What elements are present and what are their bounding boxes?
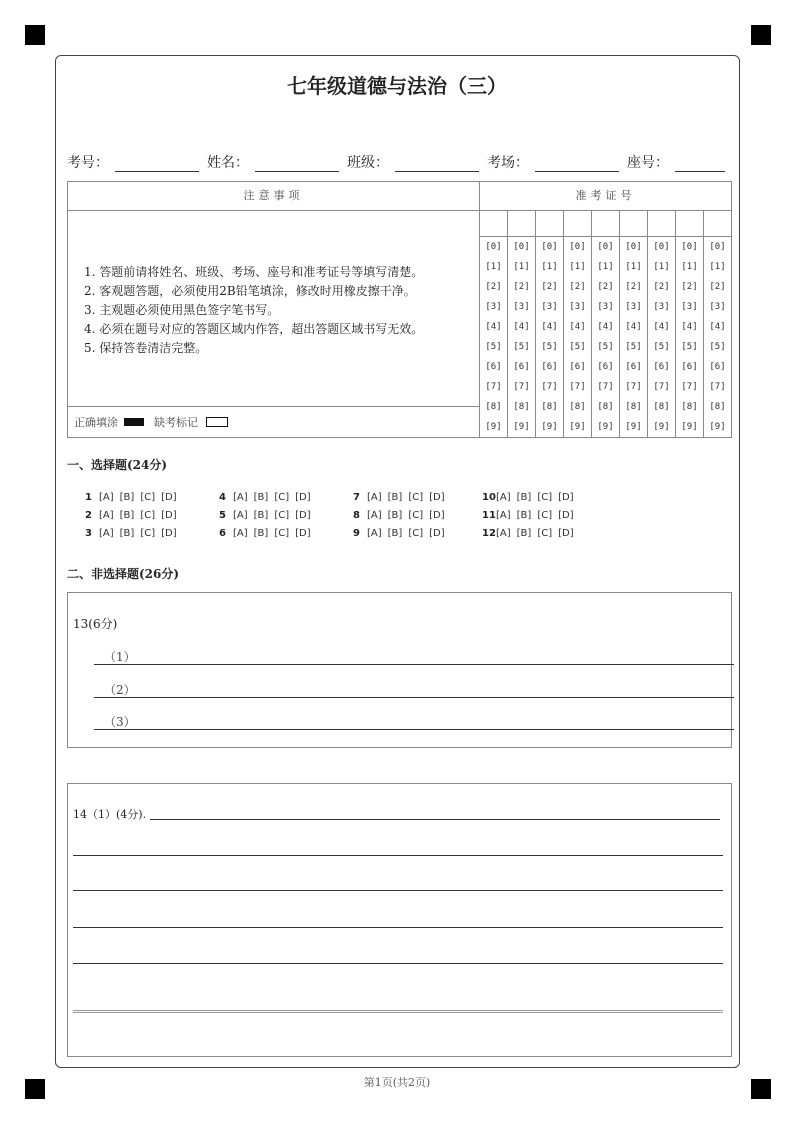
- choice-bubble[interactable]: [C]: [537, 492, 553, 503]
- choice-bubble[interactable]: [B]: [253, 528, 269, 539]
- q13-part[interactable]: （1）: [94, 648, 734, 665]
- choice-bubble[interactable]: [A]: [496, 528, 511, 539]
- choice-question: [219, 528, 317, 539]
- answer-line[interactable]: [73, 890, 723, 891]
- id-digit-bubble[interactable]: [4]: [653, 322, 670, 332]
- id-digit-bubble[interactable]: [1]: [569, 262, 586, 272]
- page-footer: 第1页(共2页): [363, 1076, 431, 1089]
- id-digit-bubble[interactable]: [9]: [513, 422, 530, 432]
- id-digit-bubble[interactable]: [2]: [569, 282, 586, 292]
- id-digit-bubble[interactable]: [4]: [709, 322, 726, 332]
- choice-question: [353, 528, 451, 539]
- id-digit-bubble[interactable]: [5]: [541, 342, 558, 352]
- notice-heading: 注意事项: [67, 181, 480, 211]
- id-digit-bubble[interactable]: [8]: [625, 402, 642, 412]
- id-digit-bubble[interactable]: [7]: [485, 382, 502, 392]
- choice-bubble[interactable]: [A]: [233, 492, 248, 503]
- question-number: 8: [353, 510, 360, 521]
- question-number: 10: [482, 492, 496, 503]
- choice-bubble[interactable]: [A]: [99, 528, 114, 539]
- id-digit-bubble[interactable]: [9]: [597, 422, 614, 432]
- exam-id-grid: [479, 210, 732, 438]
- notice-item: 2. 客观题答题，必须使用2B铅笔填涂，修改时用橡皮擦干净。: [84, 284, 416, 298]
- id-digit-bubble[interactable]: [2]: [709, 282, 726, 292]
- question-number: 3: [85, 528, 92, 539]
- question-number: 2: [85, 510, 92, 521]
- id-digit-bubble[interactable]: [8]: [597, 402, 614, 412]
- id-digit-bubble[interactable]: [5]: [625, 342, 642, 352]
- question-number: 11: [482, 510, 496, 521]
- choice-bubble[interactable]: [C]: [408, 510, 424, 521]
- choice-bubble[interactable]: [A]: [99, 510, 114, 521]
- id-digit-bubble[interactable]: [2]: [485, 282, 502, 292]
- answer-line[interactable]: [73, 855, 723, 856]
- answer-box-14[interactable]: [67, 783, 732, 1057]
- question-number: 6: [219, 528, 226, 539]
- notice-box: [67, 210, 480, 407]
- choice-question: [482, 528, 580, 539]
- id-column: [508, 211, 536, 437]
- id-digit-bubble[interactable]: [8]: [653, 402, 670, 412]
- choice-bubble[interactable]: [C]: [140, 528, 156, 539]
- question-number: 9: [353, 528, 360, 539]
- q13-part[interactable]: （2）: [94, 681, 734, 698]
- choice-bubble[interactable]: [A]: [496, 492, 511, 503]
- choice-bubble[interactable]: [D]: [429, 528, 445, 539]
- id-digit-bubble[interactable]: [7]: [681, 382, 698, 392]
- id-digit-bubble[interactable]: [8]: [485, 402, 502, 412]
- id-digit-bubble[interactable]: [2]: [597, 282, 614, 292]
- id-digit-bubble[interactable]: [6]: [681, 362, 698, 372]
- id-digit-bubble[interactable]: [6]: [709, 362, 726, 372]
- choice-bubble[interactable]: [B]: [516, 510, 532, 521]
- choice-bubble[interactable]: [C]: [537, 528, 553, 539]
- choice-question: [85, 528, 183, 539]
- id-digit-bubble[interactable]: [9]: [709, 422, 726, 432]
- id-digit-bubble[interactable]: [8]: [513, 402, 530, 412]
- id-digit-bubble[interactable]: [1]: [513, 262, 530, 272]
- id-digit-bubble[interactable]: [5]: [653, 342, 670, 352]
- id-digit-bubble[interactable]: [4]: [569, 322, 586, 332]
- id-digit-bubble[interactable]: [6]: [653, 362, 670, 372]
- id-digit-bubble[interactable]: [6]: [597, 362, 614, 372]
- id-digit-bubble[interactable]: [0]: [625, 242, 642, 252]
- id-digit-bubble[interactable]: [3]: [569, 302, 586, 312]
- id-digit-bubble[interactable]: [8]: [541, 402, 558, 412]
- id-column: [592, 211, 620, 437]
- choice-bubble[interactable]: [D]: [161, 528, 177, 539]
- id-digit-bubble[interactable]: [7]: [597, 382, 614, 392]
- id-digit-bubble[interactable]: [5]: [709, 342, 726, 352]
- q13-label: 13(6分): [73, 617, 118, 631]
- id-digit-bubble[interactable]: [5]: [597, 342, 614, 352]
- id-digit-bubble[interactable]: [6]: [625, 362, 642, 372]
- choice-bubble[interactable]: [C]: [537, 510, 553, 521]
- id-digit-bubble[interactable]: [8]: [681, 402, 698, 412]
- choice-bubble[interactable]: [B]: [387, 510, 403, 521]
- id-digit-bubble[interactable]: [3]: [597, 302, 614, 312]
- id-digit-bubble[interactable]: [0]: [485, 242, 502, 252]
- id-digit-bubble[interactable]: [0]: [513, 242, 530, 252]
- seat-label: 座号：: [627, 155, 669, 171]
- choice-bubble[interactable]: [B]: [119, 492, 135, 503]
- id-column: [648, 211, 676, 437]
- choice-bubble[interactable]: [D]: [295, 528, 311, 539]
- notice-item: 1. 答题前请将姓名、班级、考场、座号和准考证号等填写清楚。: [84, 265, 424, 279]
- answer-box-13[interactable]: [67, 592, 732, 748]
- exam-id-heading: 准考证号: [479, 181, 732, 211]
- answer-line-double: [73, 1010, 723, 1013]
- exam-number-field[interactable]: [115, 157, 199, 172]
- id-digit-bubble[interactable]: [4]: [541, 322, 558, 332]
- id-write-cell[interactable]: [620, 211, 647, 237]
- class-field[interactable]: [395, 157, 479, 172]
- choice-bubble[interactable]: [B]: [119, 510, 135, 521]
- id-digit-bubble[interactable]: [7]: [653, 382, 670, 392]
- choice-bubble[interactable]: [C]: [140, 492, 156, 503]
- id-digit-bubble[interactable]: [6]: [485, 362, 502, 372]
- id-digit-bubble[interactable]: [0]: [709, 242, 726, 252]
- id-write-cell[interactable]: [564, 211, 591, 237]
- id-write-cell[interactable]: [480, 211, 507, 237]
- notice-item: 4. 必须在题号对应的答题区域内作答，超出答题区域书写无效。: [84, 322, 424, 336]
- notice-item: 5. 保持答卷清洁完整。: [84, 341, 208, 355]
- question-number: 7: [353, 492, 360, 503]
- choice-question: [85, 492, 183, 503]
- choice-bubble[interactable]: [D]: [161, 492, 177, 503]
- section2-title: 二、非选择题(26分): [67, 567, 180, 581]
- choice-bubble[interactable]: [A]: [99, 492, 114, 503]
- choice-bubble[interactable]: [D]: [429, 492, 445, 503]
- id-digit-bubble[interactable]: [2]: [681, 282, 698, 292]
- exam-room-field[interactable]: [535, 157, 619, 172]
- id-digit-bubble[interactable]: [5]: [569, 342, 586, 352]
- id-digit-bubble[interactable]: [4]: [597, 322, 614, 332]
- id-digit-bubble[interactable]: [0]: [541, 242, 558, 252]
- choice-bubble[interactable]: [B]: [516, 528, 532, 539]
- id-digit-bubble[interactable]: [1]: [653, 262, 670, 272]
- choice-bubble[interactable]: [C]: [274, 492, 290, 503]
- id-digit-bubble[interactable]: [3]: [709, 302, 726, 312]
- id-column: [564, 211, 592, 437]
- id-digit-bubble[interactable]: [3]: [625, 302, 642, 312]
- student-info-row: [67, 152, 733, 172]
- id-digit-bubble[interactable]: [3]: [513, 302, 530, 312]
- id-digit-bubble[interactable]: [9]: [569, 422, 586, 432]
- id-digit-bubble[interactable]: [2]: [625, 282, 642, 292]
- choice-bubble[interactable]: [D]: [558, 528, 574, 539]
- id-column: [704, 211, 731, 437]
- id-digit-bubble[interactable]: [3]: [681, 302, 698, 312]
- id-digit-bubble[interactable]: [4]: [681, 322, 698, 332]
- question-number: 12: [482, 528, 496, 539]
- choice-bubble[interactable]: [B]: [516, 492, 532, 503]
- id-digit-bubble[interactable]: [7]: [541, 382, 558, 392]
- id-digit-bubble[interactable]: [1]: [541, 262, 558, 272]
- id-digit-bubble[interactable]: [2]: [513, 282, 530, 292]
- corner-mark-tl: [25, 25, 45, 45]
- id-column: [536, 211, 564, 437]
- choice-bubble[interactable]: [B]: [253, 492, 269, 503]
- choice-bubble[interactable]: [B]: [387, 492, 403, 503]
- id-digit-bubble[interactable]: [6]: [513, 362, 530, 372]
- choice-bubble[interactable]: [A]: [367, 510, 382, 521]
- choice-question: [85, 510, 183, 521]
- choice-question: [219, 510, 317, 521]
- class-label: 班级：: [347, 155, 389, 171]
- id-write-cell[interactable]: [648, 211, 675, 237]
- question-number: 4: [219, 492, 226, 503]
- id-digit-bubble[interactable]: [1]: [709, 262, 726, 272]
- id-digit-bubble[interactable]: [7]: [625, 382, 642, 392]
- absent-mark-label: 缺考标记: [154, 416, 198, 429]
- choice-bubble[interactable]: [D]: [429, 510, 445, 521]
- id-column: [480, 211, 508, 437]
- answer-line[interactable]: [150, 819, 720, 820]
- choice-bubble[interactable]: [D]: [295, 510, 311, 521]
- choice-bubble[interactable]: [D]: [558, 492, 574, 503]
- absent-mark-box[interactable]: [206, 417, 228, 427]
- name-label: 姓名：: [207, 155, 249, 171]
- choice-bubble[interactable]: [C]: [274, 528, 290, 539]
- id-digit-bubble[interactable]: [1]: [681, 262, 698, 272]
- choice-bubble[interactable]: [A]: [233, 510, 248, 521]
- choice-bubble[interactable]: [A]: [233, 528, 248, 539]
- choice-bubble[interactable]: [B]: [387, 528, 403, 539]
- notice-item: 3. 主观题必须使用黑色签字笔书写。: [84, 303, 280, 317]
- id-digit-bubble[interactable]: [6]: [541, 362, 558, 372]
- id-digit-bubble[interactable]: [8]: [709, 402, 726, 412]
- choice-question: [353, 510, 451, 521]
- notice-list: [84, 263, 423, 358]
- correct-fill-label: 正确填涂: [74, 416, 118, 429]
- choice-question: [482, 492, 580, 503]
- choice-question: [482, 510, 580, 521]
- choice-bubble[interactable]: [D]: [295, 492, 311, 503]
- choice-bubble[interactable]: [C]: [408, 528, 424, 539]
- choice-bubble[interactable]: [C]: [274, 510, 290, 521]
- id-digit-bubble[interactable]: [2]: [541, 282, 558, 292]
- question-number: 5: [219, 510, 226, 521]
- id-digit-bubble[interactable]: [4]: [625, 322, 642, 332]
- id-digit-bubble[interactable]: [7]: [569, 382, 586, 392]
- corner-mark-tr: [751, 25, 771, 45]
- id-digit-bubble[interactable]: [1]: [597, 262, 614, 272]
- id-digit-bubble[interactable]: [7]: [513, 382, 530, 392]
- q14-label: 14（1）(4分).: [73, 808, 147, 821]
- id-write-cell[interactable]: [592, 211, 619, 237]
- id-digit-bubble[interactable]: [5]: [513, 342, 530, 352]
- choice-bubble[interactable]: [C]: [408, 492, 424, 503]
- mark-legend: [67, 406, 480, 438]
- question-number: 1: [85, 492, 92, 503]
- id-digit-bubble[interactable]: [4]: [485, 322, 502, 332]
- id-digit-bubble[interactable]: [4]: [513, 322, 530, 332]
- correct-fill-sample: [124, 418, 144, 426]
- page-title: 七年级道德与法治（三）: [287, 74, 507, 98]
- id-digit-bubble[interactable]: [9]: [541, 422, 558, 432]
- exam-room-label: 考场：: [487, 155, 529, 171]
- choice-bubble[interactable]: [C]: [140, 510, 156, 521]
- id-digit-bubble[interactable]: [0]: [653, 242, 670, 252]
- answer-line[interactable]: [73, 963, 723, 964]
- id-column: [676, 211, 704, 437]
- choice-bubble[interactable]: [A]: [367, 492, 382, 503]
- name-field[interactable]: [255, 157, 339, 172]
- exam-number-label: 考号：: [67, 155, 109, 171]
- id-column: [620, 211, 648, 437]
- id-digit-bubble[interactable]: [7]: [709, 382, 726, 392]
- id-digit-bubble[interactable]: [8]: [569, 402, 586, 412]
- id-digit-bubble[interactable]: [3]: [541, 302, 558, 312]
- choice-question: [219, 492, 317, 503]
- q13-part[interactable]: （3）: [94, 713, 734, 730]
- id-digit-bubble[interactable]: [3]: [485, 302, 502, 312]
- id-digit-bubble[interactable]: [0]: [597, 242, 614, 252]
- id-digit-bubble[interactable]: [9]: [653, 422, 670, 432]
- id-digit-bubble[interactable]: [9]: [625, 422, 642, 432]
- choice-bubble[interactable]: [B]: [253, 510, 269, 521]
- id-digit-bubble[interactable]: [1]: [625, 262, 642, 272]
- choice-bubble[interactable]: [D]: [161, 510, 177, 521]
- choice-bubble[interactable]: [D]: [558, 510, 574, 521]
- id-digit-bubble[interactable]: [9]: [485, 422, 502, 432]
- id-write-cell[interactable]: [676, 211, 703, 237]
- id-digit-bubble[interactable]: [0]: [681, 242, 698, 252]
- answer-line[interactable]: [73, 927, 723, 928]
- id-digit-bubble[interactable]: [1]: [485, 262, 502, 272]
- id-write-cell[interactable]: [508, 211, 535, 237]
- choice-bubble[interactable]: [B]: [119, 528, 135, 539]
- id-digit-bubble[interactable]: [2]: [653, 282, 670, 292]
- id-digit-bubble[interactable]: [6]: [569, 362, 586, 372]
- id-digit-bubble[interactable]: [5]: [485, 342, 502, 352]
- id-write-cell[interactable]: [704, 211, 731, 237]
- seat-field[interactable]: [675, 157, 725, 172]
- section1-title: 一、选择题(24分): [67, 458, 168, 472]
- id-digit-bubble[interactable]: [3]: [653, 302, 670, 312]
- id-digit-bubble[interactable]: [5]: [681, 342, 698, 352]
- choice-question: [353, 492, 451, 503]
- id-digit-bubble[interactable]: [9]: [681, 422, 698, 432]
- id-digit-bubble[interactable]: [0]: [569, 242, 586, 252]
- choice-bubble[interactable]: [A]: [367, 528, 382, 539]
- choice-bubble[interactable]: [A]: [496, 510, 511, 521]
- id-write-cell[interactable]: [536, 211, 563, 237]
